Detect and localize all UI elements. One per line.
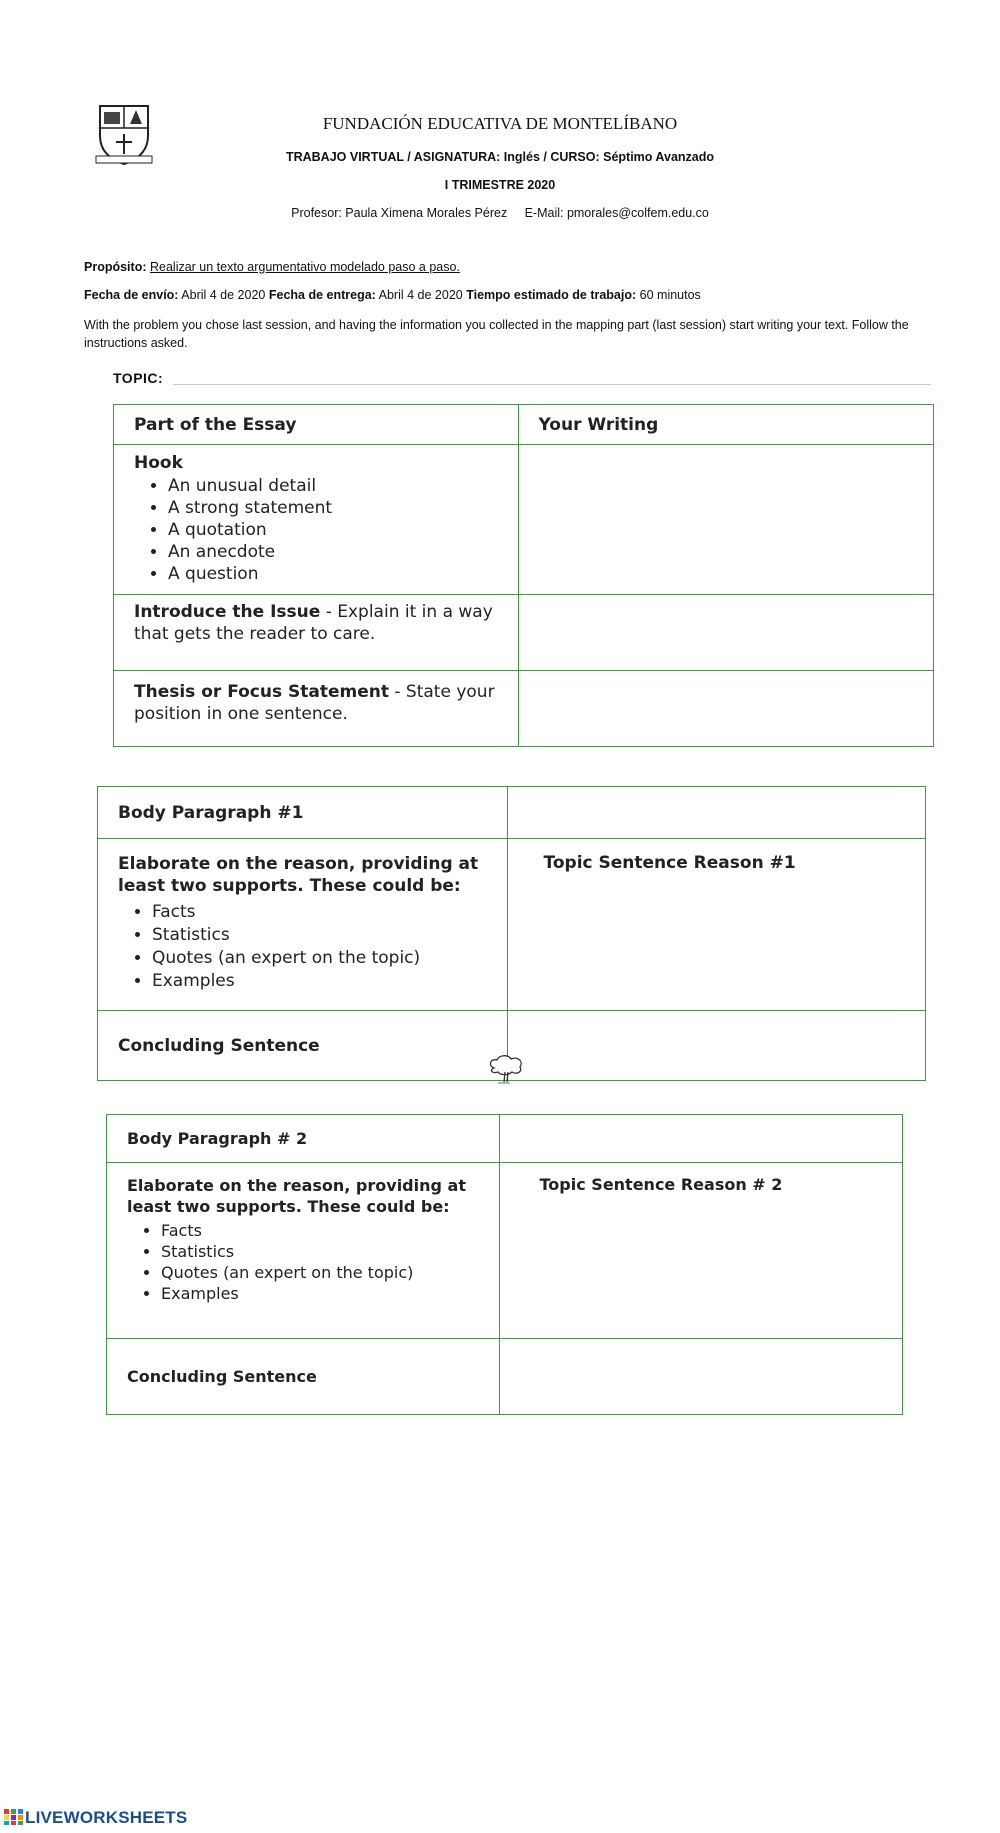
send-label: Fecha de envío: <box>84 288 179 302</box>
list-item: • Statistics <box>152 924 487 947</box>
list-item: • Quotes (an expert on the topic) <box>161 1262 479 1283</box>
topic-input-line[interactable] <box>173 384 931 385</box>
send-value: Abril 4 de 2020 <box>181 288 266 302</box>
due-value: Abril 4 de 2020 <box>378 288 463 302</box>
due-label: Fecha de entrega: <box>268 288 376 302</box>
time-label: Tiempo estimado de trabajo: <box>466 288 637 302</box>
term-line: I TRIMESTRE 2020 <box>444 178 556 192</box>
body2-concluding-writing-cell[interactable] <box>499 1339 902 1415</box>
thesis-writing-cell[interactable] <box>518 671 933 747</box>
body2-topic-sentence-cell[interactable]: Topic Sentence Reason # 2 <box>499 1163 902 1339</box>
essay-parts-table <box>113 404 934 747</box>
tree-icon <box>486 1054 526 1086</box>
teacher-name: Profesor: Paula Ximena Morales Pérez <box>291 206 508 220</box>
body2-title: Body Paragraph # 2 <box>107 1115 500 1163</box>
body1-support-list <box>118 901 487 993</box>
hook-writing-cell[interactable] <box>518 445 933 595</box>
hook-list <box>134 475 498 585</box>
purpose-line <box>84 260 460 274</box>
body-paragraph-2-table <box>106 1114 903 1415</box>
hook-title: Hook <box>134 453 183 473</box>
list-item: • Facts <box>161 1220 479 1241</box>
thesis-title: Thesis or Focus Statement <box>134 682 389 702</box>
list-item: • An anecdote <box>168 541 498 563</box>
list-item: • Quotes (an expert on the topic) <box>152 947 487 970</box>
hook-cell <box>114 445 519 595</box>
issue-cell <box>114 595 519 671</box>
liveworksheets-footer[interactable] <box>4 1808 187 1828</box>
issue-desc: - Explain it in a way that gets the reader to care. <box>134 602 493 644</box>
school-name: FUNDACIÓN EDUCATIVA DE MONTELÍBANO <box>322 114 678 133</box>
body1-title-writing-cell[interactable] <box>507 787 925 839</box>
purpose-value: Realizar un texto argumentativo modelado paso a paso. <box>149 260 460 274</box>
issue-writing-cell[interactable] <box>518 595 933 671</box>
col-header-part: Part of the Essay <box>114 405 519 445</box>
list-item: • A strong statement <box>168 497 498 519</box>
time-value: 60 minutos <box>639 288 701 302</box>
instructions: With the problem you chose last session, and having the information you collected in the mapping part (last session) start writing your text. Follow the instructions asked. <box>84 318 909 350</box>
body2-support-list <box>127 1220 479 1304</box>
list-item: • Statistics <box>161 1241 479 1262</box>
list-item: • An unusual detail <box>168 475 498 497</box>
list-item: • Facts <box>152 901 487 924</box>
teacher-email: E-Mail: pmorales@colfem.edu.co <box>524 206 709 220</box>
body1-concluding: Concluding Sentence <box>98 1011 508 1081</box>
col-header-writing: Your Writing <box>518 405 933 445</box>
body-paragraph-1-table <box>97 786 926 1081</box>
topic-label: TOPIC: <box>113 370 164 386</box>
body2-concluding: Concluding Sentence <box>107 1339 500 1415</box>
list-item: • A question <box>168 563 498 585</box>
thesis-desc: - State your position in one sentence. <box>134 682 495 724</box>
course-line: TRABAJO VIRTUAL / ASIGNATURA: Inglés / CURSO: Séptimo Avanzado <box>285 150 715 164</box>
teacher-line <box>0 206 1000 220</box>
list-item: • Examples <box>152 970 487 993</box>
liveworksheets-logo-icon <box>4 1809 24 1825</box>
dates-line <box>84 288 701 302</box>
body1-elaborate-cell <box>98 839 508 1011</box>
body2-elaborate: Elaborate on the reason, providing at least two supports. These could be: <box>127 1176 466 1216</box>
body1-topic-sentence-cell[interactable]: Topic Sentence Reason #1 <box>507 839 925 1011</box>
list-item: • Examples <box>161 1283 479 1304</box>
body2-title-writing-cell[interactable] <box>499 1115 902 1163</box>
body1-concluding-writing-cell[interactable] <box>507 1011 925 1081</box>
purpose-label: Propósito: <box>84 260 147 274</box>
body2-elaborate-cell <box>107 1163 500 1339</box>
list-item: • A quotation <box>168 519 498 541</box>
body1-title: Body Paragraph #1 <box>98 787 508 839</box>
thesis-cell <box>114 671 519 747</box>
body1-elaborate: Elaborate on the reason, providing at least two supports. These could be: <box>118 854 479 896</box>
issue-title: Introduce the Issue <box>134 602 321 622</box>
liveworksheets-brand: LIVEWORKSHEETS <box>25 1808 188 1827</box>
